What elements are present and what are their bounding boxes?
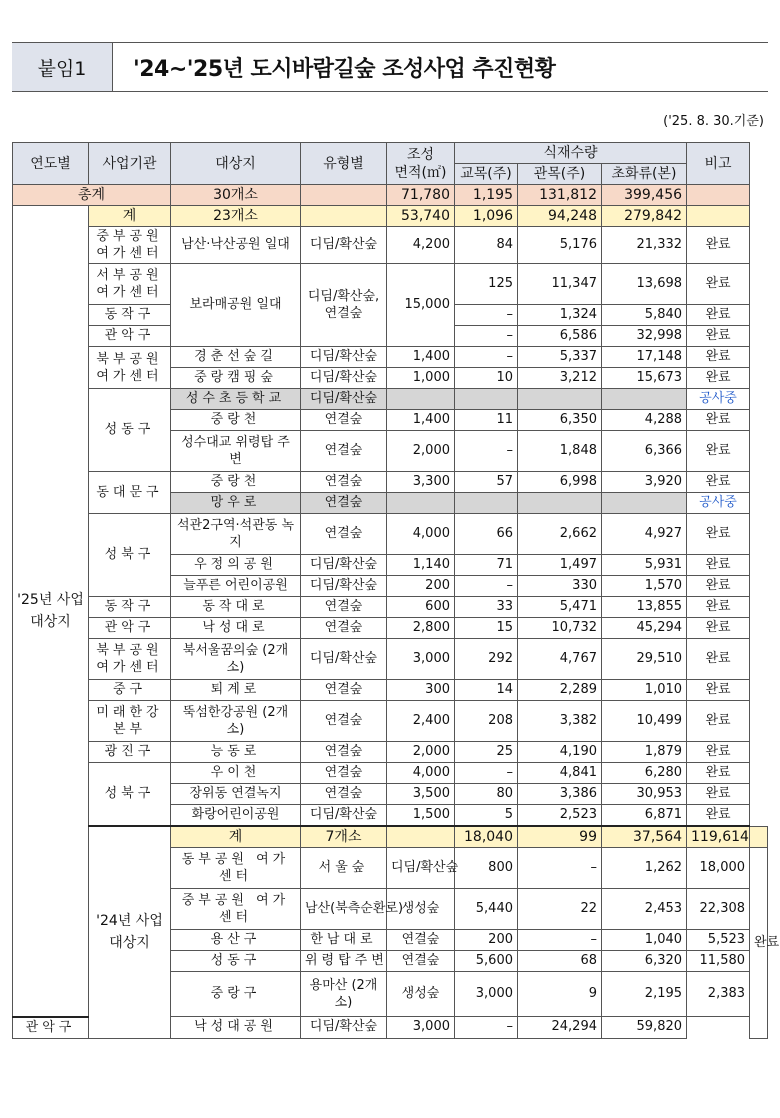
y24-sum-row xyxy=(13,826,768,848)
area-cell: 3,000 xyxy=(387,1017,455,1039)
area-cell: 1,400 xyxy=(387,410,455,431)
herb-cell: 5,931 xyxy=(602,555,687,576)
agency-cell: 중부공원 여가센터 xyxy=(89,227,171,264)
note-cell: 완료 xyxy=(687,410,750,431)
herb-cell: 22,308 xyxy=(687,889,750,930)
site-cell: 중랑천 xyxy=(171,472,301,493)
shrub-cell: 3,212 xyxy=(518,368,602,389)
herb-cell: 15,673 xyxy=(602,368,687,389)
note-cell: 완료 xyxy=(687,639,750,680)
note-cell: 완료 xyxy=(687,742,750,763)
table-row xyxy=(13,618,768,639)
area-cell: 3,300 xyxy=(387,472,455,493)
herb-cell: 45,294 xyxy=(602,618,687,639)
shrub-cell: 6,350 xyxy=(518,410,602,431)
shrub-cell: 2,195 xyxy=(602,972,687,1017)
site-cell: 낙성대공원 xyxy=(171,1017,301,1039)
table-row xyxy=(13,227,768,264)
area-cell: 2,800 xyxy=(387,618,455,639)
shrub-cell: 24,294 xyxy=(518,1017,602,1039)
tall-cell: 125 xyxy=(455,264,518,305)
area-cell: 4,200 xyxy=(387,227,455,264)
agency-cell: 광진구 xyxy=(89,742,171,763)
y24-note-cell: 완료 xyxy=(750,848,768,1039)
y24-sum-area: 18,040 xyxy=(455,826,518,848)
note-cell: 완료 xyxy=(687,368,750,389)
note-cell: 완료 xyxy=(687,555,750,576)
herb-cell: 1,570 xyxy=(602,576,687,597)
tall-cell xyxy=(455,389,518,410)
herb-cell: 6,280 xyxy=(602,763,687,784)
note-cell: 완료 xyxy=(687,305,750,326)
header-type: 유형별 xyxy=(301,143,387,185)
site-cell: 한남대로 xyxy=(301,930,387,951)
shrub-cell: 5,337 xyxy=(518,347,602,368)
note-cell: 완료 xyxy=(687,576,750,597)
table-row xyxy=(13,742,768,763)
header-shrub: 관목(주) xyxy=(518,164,602,185)
site-cell: 우정의공원 xyxy=(171,555,301,576)
shrub-cell: 1,324 xyxy=(518,305,602,326)
total-shrub: 131,812 xyxy=(518,185,602,206)
site-cell: 용마산 (2개소) xyxy=(301,972,387,1017)
y24-sum-label: 계 xyxy=(171,826,301,848)
site-cell: 동작대로 xyxy=(171,597,301,618)
y24-year: '24년 사업 대상지 xyxy=(89,826,171,1038)
area-cell: 200 xyxy=(455,930,518,951)
area-cell: 800 xyxy=(455,848,518,889)
area-cell: 1,500 xyxy=(387,805,455,827)
tall-cell: – xyxy=(455,326,518,347)
y25-sum-shrub: 94,248 xyxy=(518,206,602,227)
note-cell: 완료 xyxy=(687,680,750,701)
tall-cell: 15 xyxy=(455,618,518,639)
site-cell: 남산·낙산공원 일대 xyxy=(171,227,301,264)
attachment-label: 붙임1 xyxy=(12,43,113,91)
area-cell xyxy=(387,493,455,514)
tall-cell: – xyxy=(455,305,518,326)
document-title: '24~'25년 도시바람길숲 조성사업 추진현황 xyxy=(133,56,556,82)
area-cell: 5,440 xyxy=(455,889,518,930)
agency-cell: 동작구 xyxy=(89,597,171,618)
shrub-cell: 330 xyxy=(518,576,602,597)
y25-year: '25년 사업 대상지 xyxy=(13,206,89,1017)
total-area: 71,780 xyxy=(387,185,455,206)
tall-cell: 14 xyxy=(455,680,518,701)
note-cell: 완료 xyxy=(687,618,750,639)
y24-sum-note xyxy=(750,826,768,848)
herb-cell: 5,523 xyxy=(687,930,750,951)
total-tall: 1,195 xyxy=(455,185,518,206)
site-cell: 늘푸른 어린이공원 xyxy=(171,576,301,597)
agency-cell: 서부공원 여가센터 xyxy=(89,264,171,305)
header-herb: 초화류(본) xyxy=(602,164,687,185)
type-cell: 디딤/확산숲 xyxy=(387,848,455,889)
note-cell: 완료 xyxy=(687,701,750,742)
area-cell: 200 xyxy=(387,576,455,597)
site-cell: 남산(북측순환로) xyxy=(301,889,387,930)
total-herb: 399,456 xyxy=(602,185,687,206)
area-cell: 2,000 xyxy=(387,742,455,763)
total-row xyxy=(13,185,768,206)
type-cell: 디딤/확산숲 xyxy=(301,805,387,827)
shrub-cell: 4,841 xyxy=(518,763,602,784)
shrub-cell: 1,262 xyxy=(602,848,687,889)
tall-cell: – xyxy=(518,848,602,889)
tall-cell: 80 xyxy=(455,784,518,805)
site-cell: 중랑캠핑숲 xyxy=(171,368,301,389)
type-cell: 연결숲 xyxy=(301,410,387,431)
area-cell: 1,000 xyxy=(387,368,455,389)
y24-sum-shrub: 37,564 xyxy=(602,826,687,848)
herb-cell: 5,840 xyxy=(602,305,687,326)
y24-sum-site: 7개소 xyxy=(301,826,387,848)
y25-sum-herb: 279,842 xyxy=(602,206,687,227)
site-cell: 퇴계로 xyxy=(171,680,301,701)
note-cell: 완료 xyxy=(687,805,750,827)
note-cell: 완료 xyxy=(687,514,750,555)
site-cell: 석관2구역·석관동 녹지 xyxy=(171,514,301,555)
table-row xyxy=(13,680,768,701)
herb-cell: 17,148 xyxy=(602,347,687,368)
herb-cell: 11,580 xyxy=(687,951,750,972)
tall-cell: – xyxy=(455,431,518,472)
total-site: 30개소 xyxy=(171,185,301,206)
agency-cell: 미래한강 본부 xyxy=(89,701,171,742)
site-cell: 보라매공원 일대 xyxy=(171,264,301,347)
site-cell: 성수초등학교 xyxy=(171,389,301,410)
site-cell: 중랑천 xyxy=(171,410,301,431)
header-agency: 사업기관 xyxy=(89,143,171,185)
tall-cell: 208 xyxy=(455,701,518,742)
site-cell: 서울숲 xyxy=(301,848,387,889)
herb-cell: 2,383 xyxy=(687,972,750,1017)
agency-cell: 북부공원 여가센터 xyxy=(89,639,171,680)
tall-cell: – xyxy=(455,347,518,368)
type-cell: 연결숲 xyxy=(301,701,387,742)
shrub-cell: 1,497 xyxy=(518,555,602,576)
note-cell: 완료 xyxy=(687,431,750,472)
shrub-cell: 5,176 xyxy=(518,227,602,264)
herb-cell: 4,927 xyxy=(602,514,687,555)
header-year: 연도별 xyxy=(13,143,89,185)
total-label: 총계 xyxy=(13,185,171,206)
shrub-cell: 4,767 xyxy=(518,639,602,680)
tall-cell: 84 xyxy=(455,227,518,264)
tall-cell: 71 xyxy=(455,555,518,576)
herb-cell: 3,920 xyxy=(602,472,687,493)
table-row xyxy=(13,472,768,493)
table-row xyxy=(13,639,768,680)
shrub-cell: 5,471 xyxy=(518,597,602,618)
y24-sum-tall: 99 xyxy=(518,826,602,848)
tall-cell: – xyxy=(518,930,602,951)
type-cell: 연결숲 xyxy=(301,784,387,805)
agency-cell: 관악구 xyxy=(13,1017,89,1039)
header-area-bottom: 면적(㎡) xyxy=(394,164,447,181)
area-cell: 600 xyxy=(387,597,455,618)
tall-cell: 9 xyxy=(518,972,602,1017)
area-cell: 3,500 xyxy=(387,784,455,805)
total-type xyxy=(301,185,387,206)
area-cell: 3,000 xyxy=(455,972,518,1017)
header-site: 대상지 xyxy=(171,143,301,185)
type-cell: 연결숲 xyxy=(301,514,387,555)
note-cell: 공사중 xyxy=(687,493,750,514)
type-cell: 연결숲 xyxy=(301,472,387,493)
y25-sum-tall: 1,096 xyxy=(455,206,518,227)
tall-cell xyxy=(455,493,518,514)
type-cell: 디딤/확산숲 xyxy=(301,389,387,410)
herb-cell: 29,510 xyxy=(602,639,687,680)
shrub-cell: 4,190 xyxy=(518,742,602,763)
type-cell: 연결숲 xyxy=(301,597,387,618)
note-cell: 공사중 xyxy=(687,389,750,410)
herb-cell: 18,000 xyxy=(687,848,750,889)
type-cell: 연결숲 xyxy=(387,951,455,972)
shrub-cell: 1,848 xyxy=(518,431,602,472)
site-cell: 화랑어린이공원 xyxy=(171,805,301,827)
type-cell: 디딤/확산숲 xyxy=(301,368,387,389)
herb-cell xyxy=(602,493,687,514)
agency-cell: 중랑구 xyxy=(171,972,301,1017)
note-cell: 완료 xyxy=(687,264,750,305)
type-cell: 디딤/확산숲 xyxy=(301,639,387,680)
shrub-cell: 2,662 xyxy=(518,514,602,555)
type-cell: 연결숲 xyxy=(301,763,387,784)
tall-cell: 5 xyxy=(455,805,518,827)
reference-date: ('25. 8. 30.기준) xyxy=(663,114,764,129)
type-cell: 생성숲 xyxy=(387,889,455,930)
agency-cell: 중부공원 여가센터 xyxy=(171,889,301,930)
area-cell: 1,400 xyxy=(387,347,455,368)
site-cell: 장위동 연결녹지 xyxy=(171,784,301,805)
site-cell: 경춘선숲길 xyxy=(171,347,301,368)
table-row xyxy=(13,347,768,368)
note-cell: 완료 xyxy=(687,597,750,618)
agency-cell: 동대문구 xyxy=(89,472,171,514)
site-cell: 능동로 xyxy=(171,742,301,763)
agency-cell: 관악구 xyxy=(89,618,171,639)
site-cell: 북서울꿈의숲 (2개소) xyxy=(171,639,301,680)
herb-cell: 32,998 xyxy=(602,326,687,347)
agency-cell: 동부공원 여가센터 xyxy=(171,848,301,889)
table-row xyxy=(13,763,768,784)
agency-cell: 동작구 xyxy=(89,305,171,326)
note-cell: 완료 xyxy=(687,227,750,264)
shrub-cell: 6,998 xyxy=(518,472,602,493)
type-cell: 연결숲 xyxy=(301,431,387,472)
shrub-cell: 3,386 xyxy=(518,784,602,805)
herb-cell: 59,820 xyxy=(602,1017,687,1039)
tall-cell: 25 xyxy=(455,742,518,763)
shrub-cell: 6,320 xyxy=(602,951,687,972)
agency-cell: 북부공원 여가센터 xyxy=(89,347,171,389)
agency-cell: 관악구 xyxy=(89,326,171,347)
site-cell: 우이천 xyxy=(171,763,301,784)
note-cell: 완료 xyxy=(687,326,750,347)
tall-cell: 57 xyxy=(455,472,518,493)
shrub-cell xyxy=(518,493,602,514)
type-cell: 디딤/확산숲 xyxy=(301,1017,387,1039)
table-row xyxy=(13,597,768,618)
header-plants: 식재수량 xyxy=(455,143,687,164)
header-area-top: 조성 xyxy=(406,146,435,163)
shrub-cell: 6,586 xyxy=(518,326,602,347)
type-cell: 디딤/확산숲, 연결숲 xyxy=(301,264,387,347)
y24-sum-herb: 119,614 xyxy=(687,826,750,848)
y25-sum-area: 53,740 xyxy=(387,206,455,227)
type-cell: 디딤/확산숲 xyxy=(301,227,387,264)
herb-cell: 30,953 xyxy=(602,784,687,805)
tall-cell: 33 xyxy=(455,597,518,618)
agency-cell: 성북구 xyxy=(89,514,171,597)
type-cell: 디딤/확산숲 xyxy=(301,576,387,597)
total-note xyxy=(687,185,750,206)
agency-cell: 성북구 xyxy=(89,763,171,827)
site-cell: 낙성대로 xyxy=(171,618,301,639)
shrub-cell: 10,732 xyxy=(518,618,602,639)
y24-sum-type xyxy=(387,826,455,848)
shrub-cell: 11,347 xyxy=(518,264,602,305)
type-cell: 생성숲 xyxy=(387,972,455,1017)
header-row xyxy=(13,143,768,164)
site-cell: 망우로 xyxy=(171,493,301,514)
header-note: 비고 xyxy=(687,143,750,185)
shrub-cell: 3,382 xyxy=(518,701,602,742)
table-row xyxy=(13,701,768,742)
herb-cell: 6,366 xyxy=(602,431,687,472)
note-cell: 완료 xyxy=(687,472,750,493)
area-cell xyxy=(387,389,455,410)
note-cell: 완료 xyxy=(687,347,750,368)
herb-cell: 13,698 xyxy=(602,264,687,305)
site-cell: 뚝섬한강공원 (2개소) xyxy=(171,701,301,742)
note-cell: 완료 xyxy=(687,763,750,784)
table-row xyxy=(13,264,768,305)
y25-sum-site: 23개소 xyxy=(171,206,301,227)
tall-cell: – xyxy=(455,763,518,784)
type-cell: 연결숲 xyxy=(301,493,387,514)
tall-cell: 11 xyxy=(455,410,518,431)
tall-cell: 68 xyxy=(518,951,602,972)
herb-cell: 13,855 xyxy=(602,597,687,618)
tall-cell: 66 xyxy=(455,514,518,555)
header-area xyxy=(387,143,455,185)
herb-cell xyxy=(602,389,687,410)
agency-cell: 중구 xyxy=(89,680,171,701)
agency-cell: 용산구 xyxy=(171,930,301,951)
tall-cell: – xyxy=(455,1017,518,1039)
type-cell: 디딤/확산숲 xyxy=(301,347,387,368)
type-cell: 연결숲 xyxy=(387,930,455,951)
y25-sum-row xyxy=(13,206,768,227)
area-cell: 4,000 xyxy=(387,514,455,555)
note-cell: 완료 xyxy=(687,784,750,805)
type-cell: 연결숲 xyxy=(301,618,387,639)
herb-cell: 1,010 xyxy=(602,680,687,701)
shrub-cell: 2,453 xyxy=(602,889,687,930)
tall-cell: 22 xyxy=(518,889,602,930)
table-row xyxy=(13,514,768,555)
herb-cell: 10,499 xyxy=(602,701,687,742)
type-cell: 연결숲 xyxy=(301,680,387,701)
area-cell: 3,000 xyxy=(387,639,455,680)
herb-cell: 6,871 xyxy=(602,805,687,827)
area-cell: 1,140 xyxy=(387,555,455,576)
y25-sum-note xyxy=(687,206,750,227)
shrub-cell: 2,289 xyxy=(518,680,602,701)
y25-sum-label: 계 xyxy=(89,206,171,227)
shrub-cell: 2,523 xyxy=(518,805,602,827)
area-cell: 5,600 xyxy=(455,951,518,972)
area-cell: 300 xyxy=(387,680,455,701)
y25-sum-type xyxy=(301,206,387,227)
agency-cell: 성동구 xyxy=(171,951,301,972)
area-cell: 15,000 xyxy=(387,264,455,347)
shrub-cell xyxy=(518,389,602,410)
site-cell: 성수대교 위령탑 주변 xyxy=(171,431,301,472)
agency-cell: 성동구 xyxy=(89,389,171,472)
site-cell: 위령탑주변 xyxy=(301,951,387,972)
herb-cell: 1,879 xyxy=(602,742,687,763)
herb-cell: 4,288 xyxy=(602,410,687,431)
area-cell: 2,400 xyxy=(387,701,455,742)
type-cell: 연결숲 xyxy=(301,742,387,763)
header-tall: 교목(주) xyxy=(455,164,518,185)
tall-cell: 292 xyxy=(455,639,518,680)
table-row xyxy=(13,389,768,410)
tall-cell: 10 xyxy=(455,368,518,389)
herb-cell: 21,332 xyxy=(602,227,687,264)
type-cell: 디딤/확산숲 xyxy=(301,555,387,576)
progress-table xyxy=(12,142,780,1039)
shrub-cell: 1,040 xyxy=(602,930,687,951)
title-bar xyxy=(12,42,768,92)
area-cell: 4,000 xyxy=(387,763,455,784)
tall-cell: – xyxy=(455,576,518,597)
area-cell: 2,000 xyxy=(387,431,455,472)
